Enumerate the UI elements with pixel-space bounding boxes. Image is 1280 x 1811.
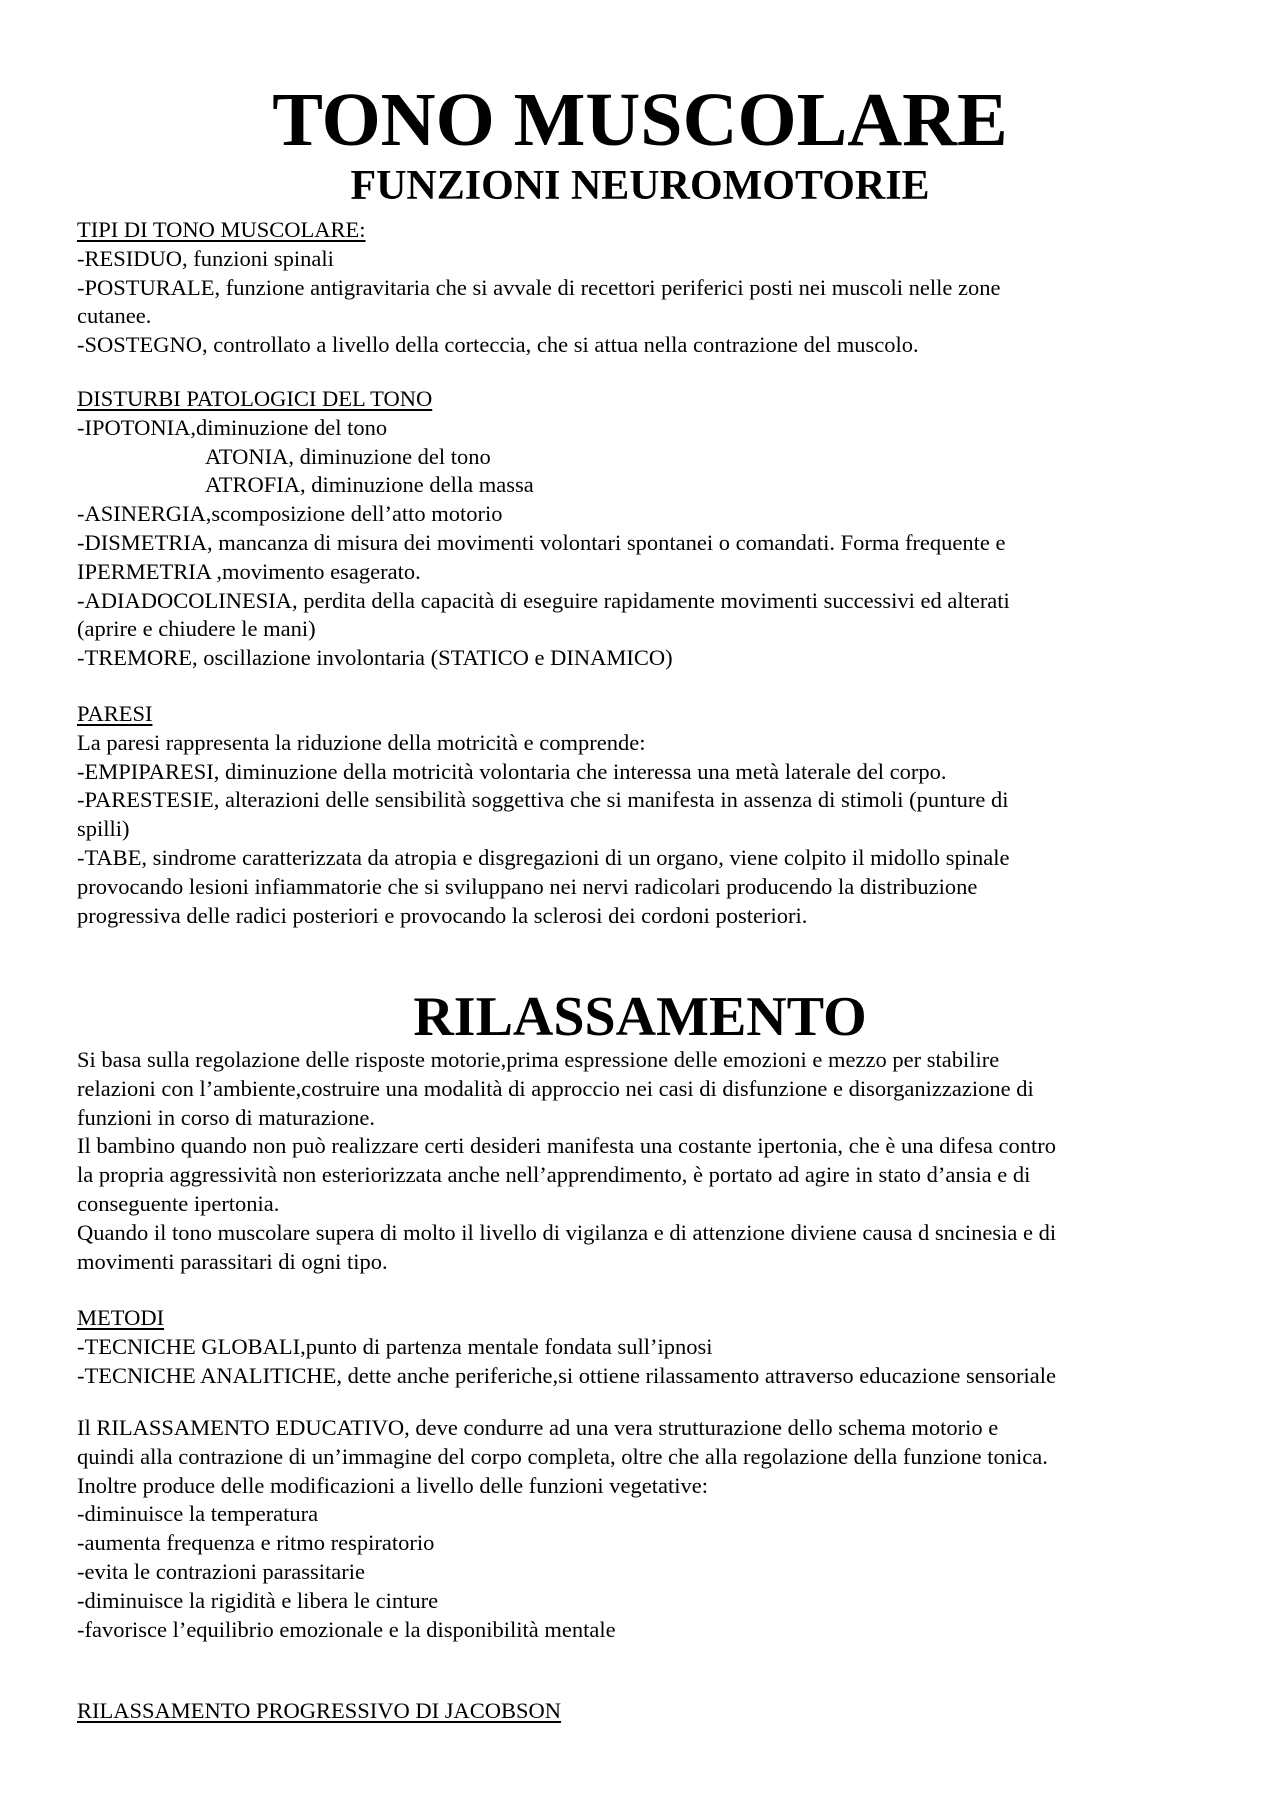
- text-line: -diminuisce la rigidità e libera le cinture: [77, 1587, 439, 1613]
- text-line: -evita le contrazioni parassitarie: [77, 1558, 365, 1584]
- text-line: ATONIA, diminuzione del tono: [205, 443, 491, 469]
- text-line: -TECNICHE ANALITICHE, dette anche periferiche,si ottiene rilassamento attraverso educazione sensoriale: [77, 1362, 1057, 1388]
- text-line: -EMPIPARESI, diminuzione della motricità volontaria che interessa una metà laterale del corpo.: [77, 758, 947, 784]
- text-line: la propria aggressività non esteriorizzata anche nell’apprendimento, è portato ad agire in stato d’ansia e di: [77, 1162, 1031, 1188]
- text-line: Il RILASSAMENTO EDUCATIVO, deve condurre ad una vera strutturazione dello schema motorio e: [77, 1415, 999, 1440]
- text-line: -TABE, sindrome caratterizzata da atropia e disgregazioni di un organo, viene colpito il midollo spinale: [77, 844, 1010, 870]
- text-line: La paresi rappresenta la riduzione della motricità e comprende:: [77, 729, 646, 755]
- section-heading-jacobson: RILASSAMENTO PROGRESSIVO DI JACOBSON: [77, 1698, 562, 1723]
- section-disturbi: [77, 385, 1217, 673]
- text-line: movimenti parassitari di ogni tipo.: [77, 1248, 388, 1274]
- text-line: -diminuisce la temperatura: [77, 1501, 319, 1527]
- text-line: quindi alla contrazione di un’immagine del corpo completa, oltre che alla regolazione della funzione tonica.: [77, 1443, 1048, 1469]
- text-line: cutanee.: [77, 303, 152, 329]
- text-line: -SOSTEGNO, controllato a livello della corteccia, che si attua nella contrazione del muscolo.: [77, 332, 919, 358]
- text-line: Il bambino quando non può realizzare certi desideri manifesta una costante ipertonia, che è una difesa contro: [77, 1133, 1056, 1159]
- text-line: funzioni in corso di maturazione.: [77, 1104, 376, 1130]
- text-line: Si basa sulla regolazione delle risposte motorie,prima espressione delle emozioni e mezzo per stabilire: [77, 1047, 1000, 1072]
- text-line: -DISMETRIA, mancanza di misura dei movimenti volontari spontanei o comandati. Forma frequente e: [77, 529, 1006, 555]
- page-subtitle: FUNZIONI NEUROMOTORIE: [350, 163, 930, 209]
- section-heading-tipi: TIPI DI TONO MUSCOLARE:: [77, 217, 366, 242]
- text-line: Inoltre produce delle modificazioni a livello delle funzioni vegetative:: [77, 1472, 709, 1498]
- text-line: ATROFIA, diminuzione della massa: [205, 472, 534, 498]
- page-title: TONO MUSCOLARE: [272, 78, 1008, 162]
- section-heading-paresi: PARESI: [77, 701, 153, 726]
- text-line: Quando il tono muscolare supera di molto il livello di vigilanza e di attenzione diviene causa d sncinesia e di: [77, 1219, 1057, 1245]
- section-jacobson: [77, 1697, 1217, 1726]
- text-line: spilli): [77, 816, 130, 842]
- section-rilassamento: [77, 1046, 1217, 1276]
- text-line: provocando lesioni infiammatorie che si sviluppano nei nervi radicolari producendo la distribuzione: [77, 873, 978, 899]
- text-line: -PARESTESIE, alterazioni delle sensibilità soggettiva che si manifesta in assenza di stimoli (punture di: [77, 787, 1009, 813]
- text-line: -ASINERGIA,scomposizione dell’atto motorio: [77, 501, 503, 527]
- text-line: conseguente ipertonia.: [77, 1190, 280, 1216]
- text-line: (aprire e chiudere le mani): [77, 616, 316, 642]
- section-educativo: [77, 1414, 1217, 1644]
- text-line: -TECNICHE GLOBALI,punto di partenza mentale fondata sull’ipnosi: [77, 1333, 713, 1359]
- text-line: relazioni con l’ambiente,costruire una modalità di approccio nei casi di disfunzione e disorganizzazione di: [77, 1075, 1034, 1101]
- text-line: -TREMORE, oscillazione involontaria (STATICO e DINAMICO): [77, 645, 673, 671]
- text-line: -favorisce l’equilibrio emozionale e la disponibilità mentale: [77, 1616, 616, 1642]
- section-tipi: [77, 216, 1217, 360]
- section-paresi: [77, 700, 1217, 930]
- section-metodi: [77, 1304, 1217, 1390]
- text-line: -POSTURALE, funzione antigravitaria che si avvale di recettori periferici posti nei muscoli nelle zone: [77, 274, 1001, 300]
- text-line: progressiva delle radici posteriori e provocando la sclerosi dei cordoni posteriori.: [77, 902, 808, 928]
- text-line: -RESIDUO, funzioni spinali: [77, 245, 334, 271]
- text-line: -ADIADOCOLINESIA, perdita della capacità di eseguire rapidamente movimenti successivi ed alterati: [77, 587, 1010, 613]
- section-heading-metodi: METODI: [77, 1305, 165, 1330]
- section-heading-disturbi: DISTURBI PATOLOGICI DEL TONO: [77, 386, 433, 411]
- section-title-rilassamento: RILASSAMENTO: [413, 986, 867, 1048]
- text-line: -IPOTONIA,diminuzione del tono: [77, 414, 388, 440]
- text-line: IPERMETRIA ,movimento esagerato.: [77, 558, 421, 584]
- text-line: -aumenta frequenza e ritmo respiratorio: [77, 1530, 435, 1556]
